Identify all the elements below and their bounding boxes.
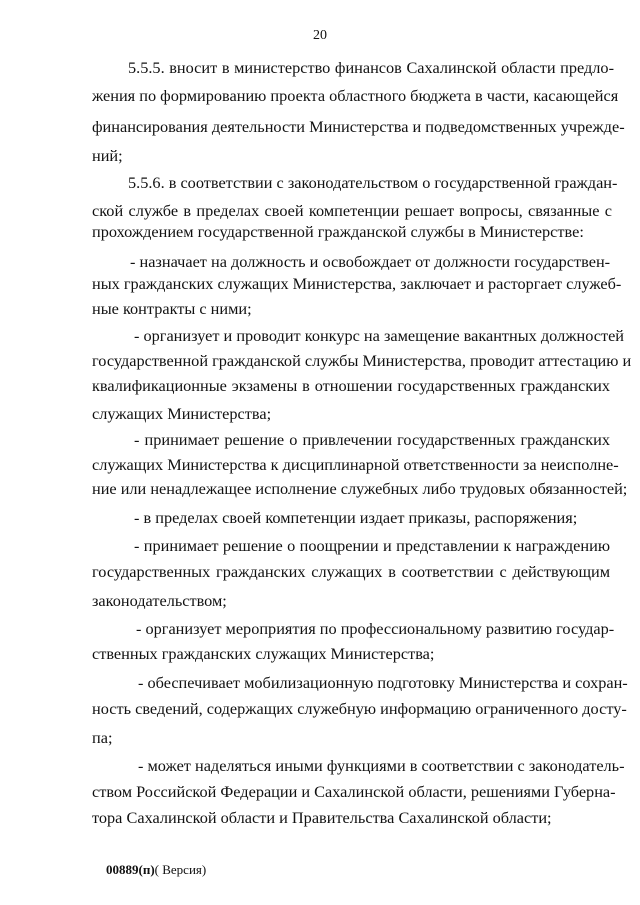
text-line: - назначает на должность и освобождает от должности государствен- <box>130 252 611 271</box>
text-line: служащих Министерства к дисциплинарной ответственности за неисполне- <box>92 455 619 474</box>
text-line: ством Российской Федерации и Сахалинской области, решениями Губерна- <box>92 782 616 801</box>
text-line: служащих Министерства; <box>92 404 272 423</box>
text-line: 5.5.5. вносит в министерство финансов Сахалинской области предло- <box>128 58 614 77</box>
text-line: ние или ненадлежащее исполнение служебных либо трудовых обязанностей; <box>92 479 628 498</box>
text-line: ственных гражданских служащих Министерства; <box>92 644 435 663</box>
text-line: квалификационные экзамены в отношении государственных гражданских <box>92 376 610 395</box>
text-line: жения по формированию проекта областного бюджета в части, касающейся <box>92 86 619 105</box>
text-line: финансирования деятельности Министерства и подведомственных учрежде- <box>92 117 625 136</box>
text-line: прохождением государственной гражданской службы в Министерстве: <box>92 222 584 241</box>
text-line: законодательством; <box>92 591 227 610</box>
text-line: - может наделяться иными функциями в соответствии с законодатель- <box>138 756 625 775</box>
text-line: ность сведений, содержащих служебную информацию ограниченного досту- <box>92 699 627 718</box>
text-line: - в пределах своей компетенции издает приказы, распоряжения; <box>134 508 578 527</box>
text-line: - организует мероприятия по профессиональному развитию государ- <box>136 619 615 638</box>
text-line: государственной гражданской службы Министерства, проводит аттестацию и <box>92 351 632 370</box>
text-line: ные контракты с ними; <box>92 299 252 318</box>
document-code: 00889(п) <box>106 862 155 877</box>
text-line: - принимает решение о поощрении и представлении к награждению <box>134 536 610 555</box>
text-line: - организует и проводит конкурс на замещение вакантных должностей <box>134 326 625 345</box>
text-line: - принимает решение о привлечении государственных гражданских <box>134 430 610 449</box>
document-version: ( Версия) <box>154 862 207 877</box>
text-line: ний; <box>92 146 123 165</box>
text-line: ской службе в пределах своей компетенции решает вопросы, связанные с <box>92 201 612 220</box>
text-line: - обеспечивает мобилизационную подготовку Министерства и сохран- <box>138 673 628 692</box>
text-line: государственных гражданских служащих в соответствии с действующим <box>92 562 610 581</box>
text-line: тора Сахалинской области и Правительства Сахалинской области; <box>92 808 552 827</box>
text-line: 5.5.6. в соответствии с законодательством о государственной граждан- <box>128 173 618 192</box>
text-line: ных гражданских служащих Министерства, заключает и расторгает служеб- <box>92 274 622 293</box>
page-number: 20 <box>313 28 327 43</box>
document-footer <box>106 862 206 878</box>
text-line: па; <box>92 728 113 747</box>
